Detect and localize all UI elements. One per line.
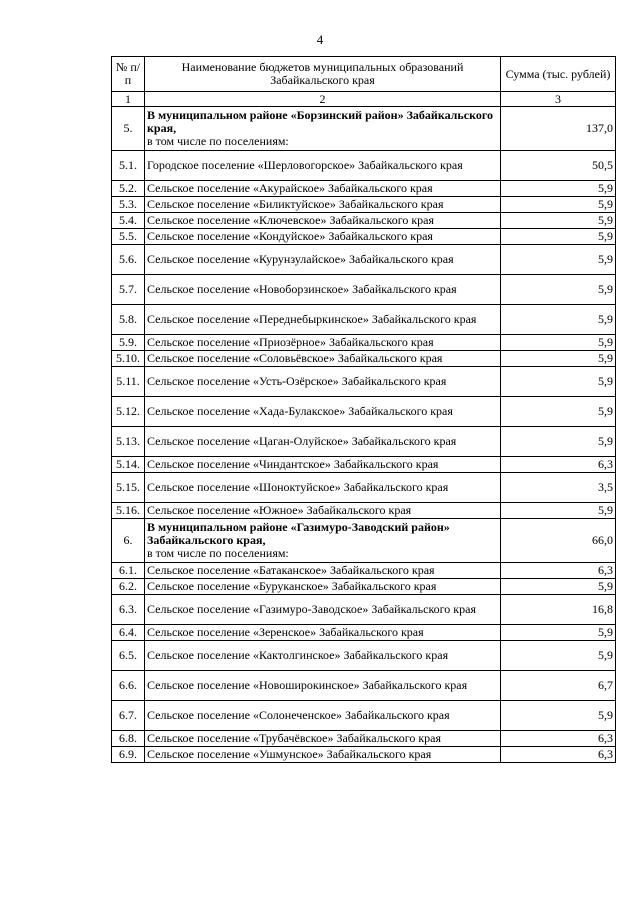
row-budget-name: Сельское поселение «Переднебыркинское» Забайкальского края	[145, 305, 501, 335]
row-sum: 5,9	[501, 641, 616, 671]
row-budget-name: Сельское поселение «Ключевское» Забайкальского края	[145, 213, 501, 229]
row-number: 5.13.	[112, 427, 145, 457]
row-number: 6.3.	[112, 595, 145, 625]
table-row	[112, 473, 616, 503]
row-budget-name	[145, 107, 501, 151]
table-row	[112, 457, 616, 473]
table-body	[112, 107, 616, 763]
row-sum: 5,9	[501, 245, 616, 275]
row-sum: 5,9	[501, 351, 616, 367]
table-row	[112, 701, 616, 731]
table-row	[112, 181, 616, 197]
row-sum: 5,9	[501, 397, 616, 427]
row-number: 6.6.	[112, 671, 145, 701]
row-budget-name: Сельское поселение «Батаканское» Забайкальского края	[145, 563, 501, 579]
row-number: 6.1.	[112, 563, 145, 579]
row-number: 5.	[112, 107, 145, 151]
row-sum: 3,5	[501, 473, 616, 503]
table-row	[112, 351, 616, 367]
table-row	[112, 625, 616, 641]
table-row	[112, 367, 616, 397]
row-budget-name: Сельское поселение «Буруканское» Забайкальского края	[145, 579, 501, 595]
row-sum: 5,9	[501, 427, 616, 457]
row-number: 6.7.	[112, 701, 145, 731]
row-number: 5.9.	[112, 335, 145, 351]
district-title: В муниципальном районе «Газимуро-Заводский район» Забайкальского края,	[147, 520, 450, 547]
header-sum: Сумма (тыс. рублей)	[501, 57, 616, 92]
budget-table	[111, 56, 616, 763]
table-row	[112, 671, 616, 701]
row-budget-name: Сельское поселение «Новоширокинское» Забайкальского края	[145, 671, 501, 701]
row-sum: 5,9	[501, 625, 616, 641]
row-number: 6.4.	[112, 625, 145, 641]
table-row	[112, 579, 616, 595]
row-budget-name: Сельское поселение «Солонеченское» Забайкальского края	[145, 701, 501, 731]
row-sum: 5,9	[501, 213, 616, 229]
row-budget-name: Сельское поселение «Кактолгинское» Забайкальского края	[145, 641, 501, 671]
header-number: № п/п	[112, 57, 145, 92]
row-number: 5.3.	[112, 197, 145, 213]
page-number: 4	[316, 32, 324, 47]
row-budget-name: Сельское поселение «Зеренское» Забайкальского края	[145, 625, 501, 641]
table-row	[112, 397, 616, 427]
row-number: 5.6.	[112, 245, 145, 275]
row-number: 6.2.	[112, 579, 145, 595]
row-sum: 5,9	[501, 503, 616, 519]
row-budget-name: Сельское поселение «Шоноктуйское» Забайкальского края	[145, 473, 501, 503]
row-number: 5.4.	[112, 213, 145, 229]
row-number: 5.10.	[112, 351, 145, 367]
column-index-2: 2	[145, 92, 501, 107]
row-number: 5.16.	[112, 503, 145, 519]
row-sum: 5,9	[501, 275, 616, 305]
table-row	[112, 275, 616, 305]
row-budget-name: Сельское поселение «Чиндантское» Забайкальского края	[145, 457, 501, 473]
row-budget-name: Сельское поселение «Цаган-Олуйское» Забайкальского края	[145, 427, 501, 457]
row-number: 5.14.	[112, 457, 145, 473]
row-budget-name: Сельское поселение «Ушмунское» Забайкальского края	[145, 747, 501, 763]
table-row	[112, 747, 616, 763]
row-budget-name: Сельское поселение «Усть-Озёрское» Забайкальского края	[145, 367, 501, 397]
row-budget-name: Сельское поселение «Газимуро-Заводское» Забайкальского края	[145, 595, 501, 625]
row-sum: 5,9	[501, 197, 616, 213]
row-sum: 50,5	[501, 151, 616, 181]
row-budget-name: Сельское поселение «Биликтуйское» Забайкальского края	[145, 197, 501, 213]
table-row	[112, 335, 616, 351]
row-number: 6.8.	[112, 731, 145, 747]
table-row	[112, 305, 616, 335]
row-number: 6.9.	[112, 747, 145, 763]
row-number: 5.7.	[112, 275, 145, 305]
row-budget-name: Сельское поселение «Хада-Булакское» Забайкальского края	[145, 397, 501, 427]
row-budget-name: Сельское поселение «Новоборзинское» Забайкальского края	[145, 275, 501, 305]
row-sum: 5,9	[501, 367, 616, 397]
table-row	[112, 197, 616, 213]
row-budget-name: Сельское поселение «Южное» Забайкальского края	[145, 503, 501, 519]
row-sum: 66,0	[501, 519, 616, 563]
table-row	[112, 503, 616, 519]
district-subtitle: в том числе по поселениям:	[147, 134, 289, 148]
table-row	[112, 731, 616, 747]
row-sum: 5,9	[501, 181, 616, 197]
row-number: 5.15.	[112, 473, 145, 503]
column-index-3: 3	[501, 92, 616, 107]
table-row	[112, 595, 616, 625]
row-number: 5.2.	[112, 181, 145, 197]
row-sum: 5,9	[501, 229, 616, 245]
row-sum: 5,9	[501, 579, 616, 595]
table-row	[112, 427, 616, 457]
district-row	[112, 107, 616, 151]
row-number: 5.11.	[112, 367, 145, 397]
row-number: 5.5.	[112, 229, 145, 245]
table-header-row	[112, 57, 616, 92]
row-number: 5.8.	[112, 305, 145, 335]
row-number: 6.	[112, 519, 145, 563]
row-budget-name: Сельское поселение «Курунзулайское» Забайкальского края	[145, 245, 501, 275]
header-budget-name: Наименование бюджетов муниципальных образований Забайкальского края	[145, 57, 501, 92]
row-number: 6.5.	[112, 641, 145, 671]
row-budget-name	[145, 519, 501, 563]
row-sum: 6,3	[501, 731, 616, 747]
row-sum: 5,9	[501, 335, 616, 351]
row-sum: 137,0	[501, 107, 616, 151]
row-number: 5.12.	[112, 397, 145, 427]
row-sum: 6,7	[501, 671, 616, 701]
row-sum: 6,3	[501, 747, 616, 763]
row-budget-name: Сельское поселение «Трубачёвское» Забайкальского края	[145, 731, 501, 747]
row-budget-name: Сельское поселение «Соловьёвское» Забайкальского края	[145, 351, 501, 367]
row-sum: 5,9	[501, 701, 616, 731]
row-sum: 6,3	[501, 563, 616, 579]
row-number: 5.1.	[112, 151, 145, 181]
row-budget-name: Сельское поселение «Кондуйское» Забайкальского края	[145, 229, 501, 245]
table-row	[112, 245, 616, 275]
row-sum: 6,3	[501, 457, 616, 473]
row-budget-name: Сельское поселение «Приозёрное» Забайкальского края	[145, 335, 501, 351]
table-row	[112, 213, 616, 229]
district-title: В муниципальном районе «Борзинский район» Забайкальского края,	[147, 108, 493, 135]
district-row	[112, 519, 616, 563]
table-row	[112, 563, 616, 579]
row-sum: 5,9	[501, 305, 616, 335]
row-sum: 16,8	[501, 595, 616, 625]
table-row	[112, 641, 616, 671]
row-budget-name: Сельское поселение «Акурайское» Забайкальского края	[145, 181, 501, 197]
column-index-1: 1	[112, 92, 145, 107]
district-subtitle: в том числе по поселениям:	[147, 546, 289, 560]
table-row	[112, 229, 616, 245]
table-row	[112, 151, 616, 181]
table-column-index-row	[112, 92, 616, 107]
row-budget-name: Городское поселение «Шерловогорское» Забайкальского края	[145, 151, 501, 181]
